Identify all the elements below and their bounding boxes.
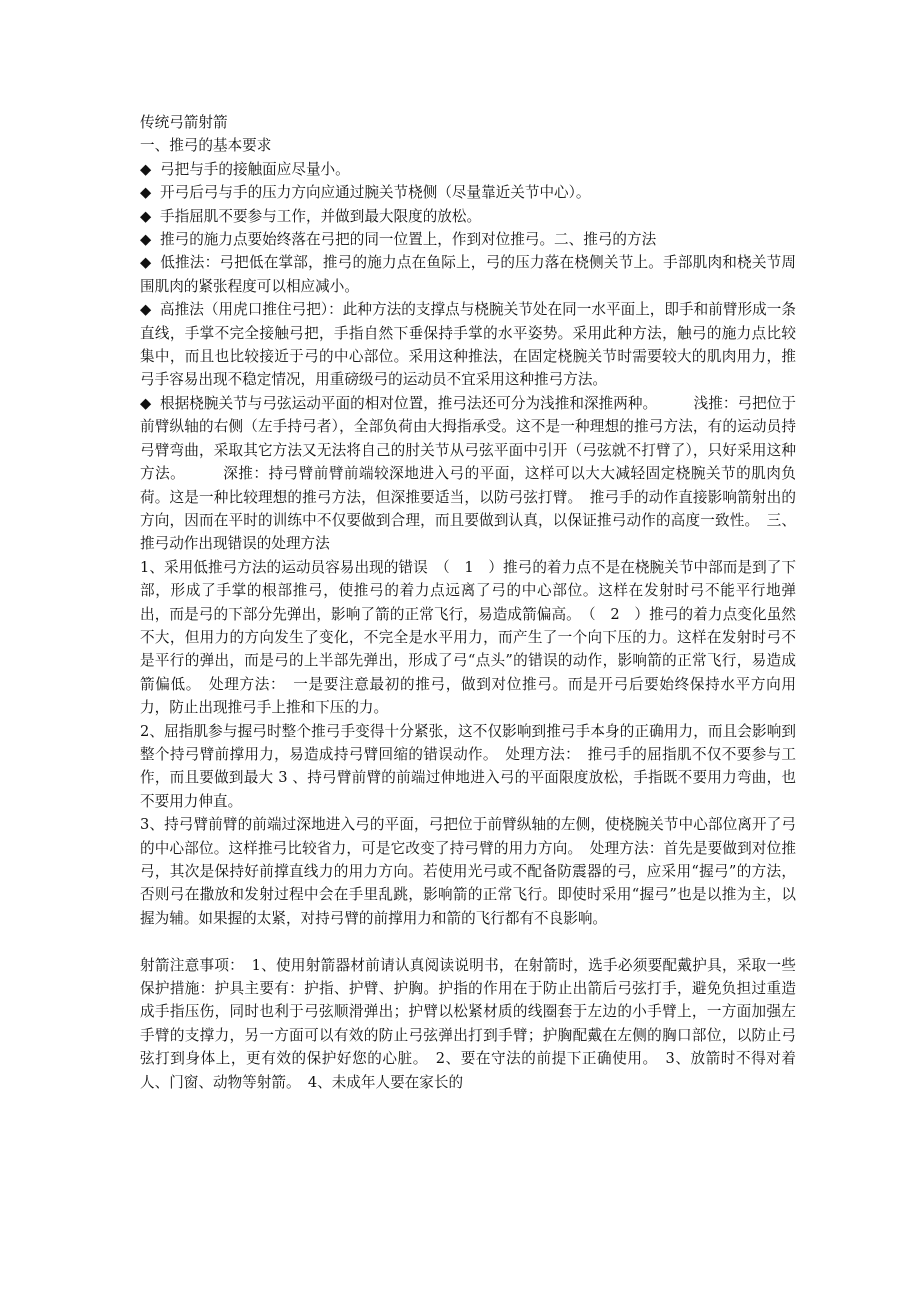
bullet-text: 推弓的施力点要始终落在弓把的同一位置上，作到对位推弓。二、推弓的方法 <box>160 231 657 249</box>
bullet-item <box>140 158 796 181</box>
paragraph-error-1: 1、采用低推弓方法的运动员容易出现的错误 （ 1 ）推弓的着力点不是在桡腕关节中部而是到了下部，形成了手掌的根部推弓，使推弓的着力点远离了弓的中心部位。这样在发射时弓不能平行地弹出，而是弓的下部分先弹出，影响了箭的正常飞行，易造成箭偏高。 （ 2 ）推弓的着力点变化虽然不大，但用力的方向发生了变化，不完全是水平用力，而产生了一个向下压的力。这样在发射时弓不是平行的弹出，而是弓的上半部先弹出，形成了弓“点头”的错误的动作，影响箭的正常飞行，易造成箭偏低。 处理方法： 一是要注意最初的推弓，做到对位推弓。而是开弓后要始终保持水平方向用力，防止出现推弓手上推和下压的力。 <box>140 558 796 717</box>
bullet-text: 高推法（用虎口推住弓把）：此种方法的支撑点与桡腕关节处在同一水平面上，即手和前臂形成一条直线，手掌不完全接触弓把，手指自然下垂保持手掌的水平姿势。采用此种方法，触弓的施力点比较集中，而且也比较接近于弓的中心部位。采用这种推法，在固定桡腕关节时需要较大的肌肉用力，推弓手容易出现不稳定情况，用重磅级弓的运动员不宜采用这种推弓方法。 <box>140 301 796 389</box>
bullet-item <box>140 228 796 251</box>
paragraph-spacer <box>140 930 796 953</box>
bullet-text: 弓把与手的接触面应尽量小。 <box>160 160 350 178</box>
bullet-item <box>140 205 796 228</box>
bullet-text: 手指屈肌不要参与工作，并做到最大限度的放松。 <box>160 207 482 225</box>
paragraph-safety-notes: 射箭注意事项： 1、使用射箭器材前请认真阅读说明书，在射箭时，选手必须要配戴护具，采取一些保护措施：护具主要有：护指、护臂、护胸。护指的作用在于防止出箭后弓弦打手，避免负担过重造成手指压伤，同时也利于弓弦顺滑弹出；护臂以松紧材质的线圈套于左边的小手臂上，一方面加强左手臂的支撑力，另一方面可以有效的防止弓弦弹出打到手臂；护胸配戴在左侧的胸口部位，以防止弓弦打到身体上，更有效的保护好您的心脏。 2、要在守法的前提下正确使用。 3、放箭时不得对着人、门窗、动物等射箭。 4、未成年人要在家长的 <box>140 956 796 1091</box>
diamond-bullet-icon: ◆ <box>140 231 152 249</box>
diamond-bullet-icon: ◆ <box>140 394 152 412</box>
section-heading-push-bow-requirements: 一、推弓的基本要求 <box>140 137 272 155</box>
bullet-item <box>140 251 796 298</box>
diamond-bullet-icon: ◆ <box>140 184 152 202</box>
diamond-bullet-icon: ◆ <box>140 207 152 225</box>
paragraph-error-3: 3、持弓臂前臂的前端过深地进入弓的平面，弓把位于前臂纵轴的左侧，使桡腕关节中心部位离开了弓的中心部位。这样推弓比较省力，可是它改变了持弓臂的用力方向。 处理方法：首先是要做到对位推弓，其次是保持好前撑直线力的用力方向。若使用光弓或不配备防震器的弓，应采用“握弓”的方法，否则弓在撒放和发射过程中会在手里乱跳，影响箭的正常飞行。即使时采用“握弓”也是以推为主，以握为辅。如果握的太紧，对持弓臂的前撑用力和箭的飞行都有不良影响。 <box>140 816 796 927</box>
bullet-text: 根据桡腕关节与弓弦运动平面的相对位置，推弓法还可分为浅推和深推两种。 浅推：弓把位于前臂纵轴的右侧（左手持弓者），全部负荷由大拇指承受。这不是一种理想的推弓方法，有的运动员持弓臂弯曲，采取其它方法又无法将自己的肘关节从弓弦平面中引开（弓弦就不打臂了），只好采用这种方法。 深推：持弓臂前臂前端较深地进入弓的平面，这样可以大大减轻固定桡腕关节的肌肉负荷。这是一种比较理想的推弓方法，但深推要适当，以防弓弦打臂。 推弓手的动作直接影响箭射出的方向，因而在平时的训练中不仅要做到合理，而且要做到认真，以保证推弓动作的高度一致性。 三、推弓动作出现错误的处理方法 <box>140 394 796 553</box>
diamond-bullet-icon: ◆ <box>140 160 152 178</box>
bullet-text: 开弓后弓与手的压力方向应通过腕关节桡侧（尽量靠近关节中心）。 <box>160 184 591 202</box>
bullet-item <box>140 181 796 204</box>
bullet-item <box>140 298 796 392</box>
bullet-item <box>140 392 796 556</box>
document-page <box>140 111 796 1094</box>
diamond-bullet-icon: ◆ <box>140 254 152 272</box>
paragraph-error-2: 2、屈指肌参与握弓时整个推弓手变得十分紧张，这不仅影响到推弓手本身的正确用力，而且会影响到整个持弓臂前撑用力，易造成持弓臂回缩的错误动作。 处理方法： 推弓手的屈指肌不仅不要参与工作，而且要做到最大 3 、持弓臂前臂的前端过伸地进入弓的平面限度放松，手指既不要用力弯曲，也不要用力伸直。 <box>140 722 796 810</box>
document-title: 传统弓箭射箭 <box>140 114 228 131</box>
diamond-bullet-icon: ◆ <box>140 301 152 319</box>
bullet-text: 低推法：弓把低在掌部，推弓的施力点在鱼际上，弓的压力落在桡侧关节上。手部肌肉和桡关节周围肌肉的紧张程度可以相应减小。 <box>140 254 796 295</box>
